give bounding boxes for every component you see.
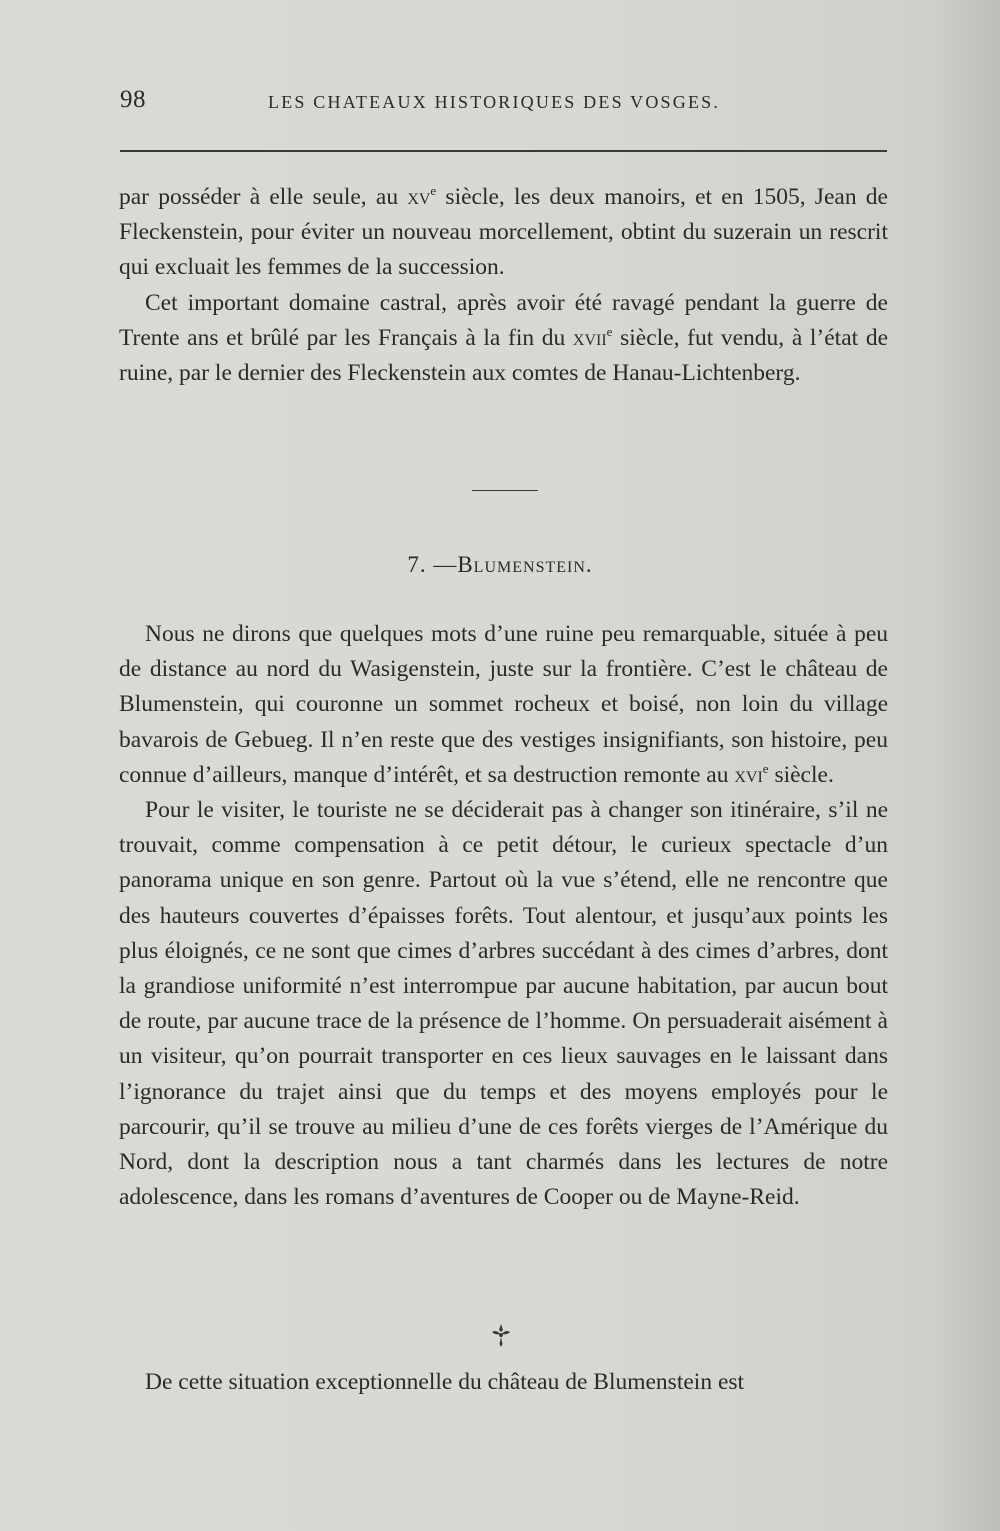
fleuron-ornament-icon — [486, 1320, 516, 1350]
paragraph: Nous ne dirons que quelques mots d’une ruine peu remarquable, située à peu de distance au nord du Wasigenstein, juste sur la frontière. C’est le château de Blumenstein, qui couronne un sommet rocheux et boisé, non loin du village bavarois de Gebueg. Il n’en reste que des vestiges insignifiants, son histoire, peu connue d’ailleurs, manque d’intérêt, et sa destruction remonte au xvi$^e$ siècle. — [119, 621, 888, 788]
section-separator-rule — [472, 490, 538, 491]
section-heading — [0, 552, 1000, 578]
century-numeral: xv — [407, 184, 431, 210]
century-numeral: xvi — [734, 761, 763, 788]
running-title: LES CHATEAUX HISTORIQUES DES VOSGES. — [268, 92, 721, 112]
running-head — [120, 78, 887, 118]
section-number: 7. — — [407, 552, 458, 577]
paragraph: Pour le visiter, le touriste ne se déciderait pas à changer son itinéraire, s’il ne trouvait, comme compensation à ce petit détour, le curieux spectacle d’un panorama unique en son genre. Partout où la vue s’étend, elle ne rencontre que des hauteurs couvertes d’épaisses forêts. Tout alentour, et jusqu’aux points les plus éloignés, ce ne sont que cimes d’arbres succédant à des cimes d’arbres, dont la grandiose uniformité n’est interrompue par aucune habitation, par aucun bout de route, par aucune trace de la présence de l’homme. On persuaderait aisément à un visiteur, qu’on pourrait transporter en ces lieux sauvages en le laissant dans l’ignorance du trajet ainsi que du temps et des moyens employés pour le parcourir, qu’il se trouve au milieu d’une de ces forêts vierges de l’Amérique du Nord, dont la description nous a tant charmés dans les lectures de notre adolescence, dans les romans d’aventures de Cooper ou de Mayne-Reid. — [119, 797, 888, 1211]
header-rule — [120, 150, 887, 152]
paragraph: De cette situation exceptionnelle du château de Blumenstein est — [145, 1369, 745, 1395]
page-number: 98 — [120, 86, 146, 113]
text-block-section — [119, 617, 888, 1215]
spine-shadow — [930, 0, 1000, 1531]
text-block-top — [119, 180, 888, 391]
section-title: Blumenstein. — [457, 552, 593, 577]
century-numeral: xvii — [572, 324, 607, 351]
paragraph: Cet important domaine castral, après avoir été ravagé pendant la guerre de Trente ans et brûlé par les Français à la fin du xvii$^e$ siècle, fut vendu, à l’état de ruine, par le dernier des Fleckenstein aux comtes de Hanau-Lichtenberg. — [119, 289, 888, 387]
paragraph: par posséder à elle seule, au $xv^e$ siècle, les deux manoirs, et en 1505, Jean de Fleckenstein, pour éviter un nouveau morcellement, obtint du suzerain un rescrit qui excluait les femmes de la succession. — [119, 183, 888, 281]
text-block-bottom — [119, 1365, 888, 1400]
